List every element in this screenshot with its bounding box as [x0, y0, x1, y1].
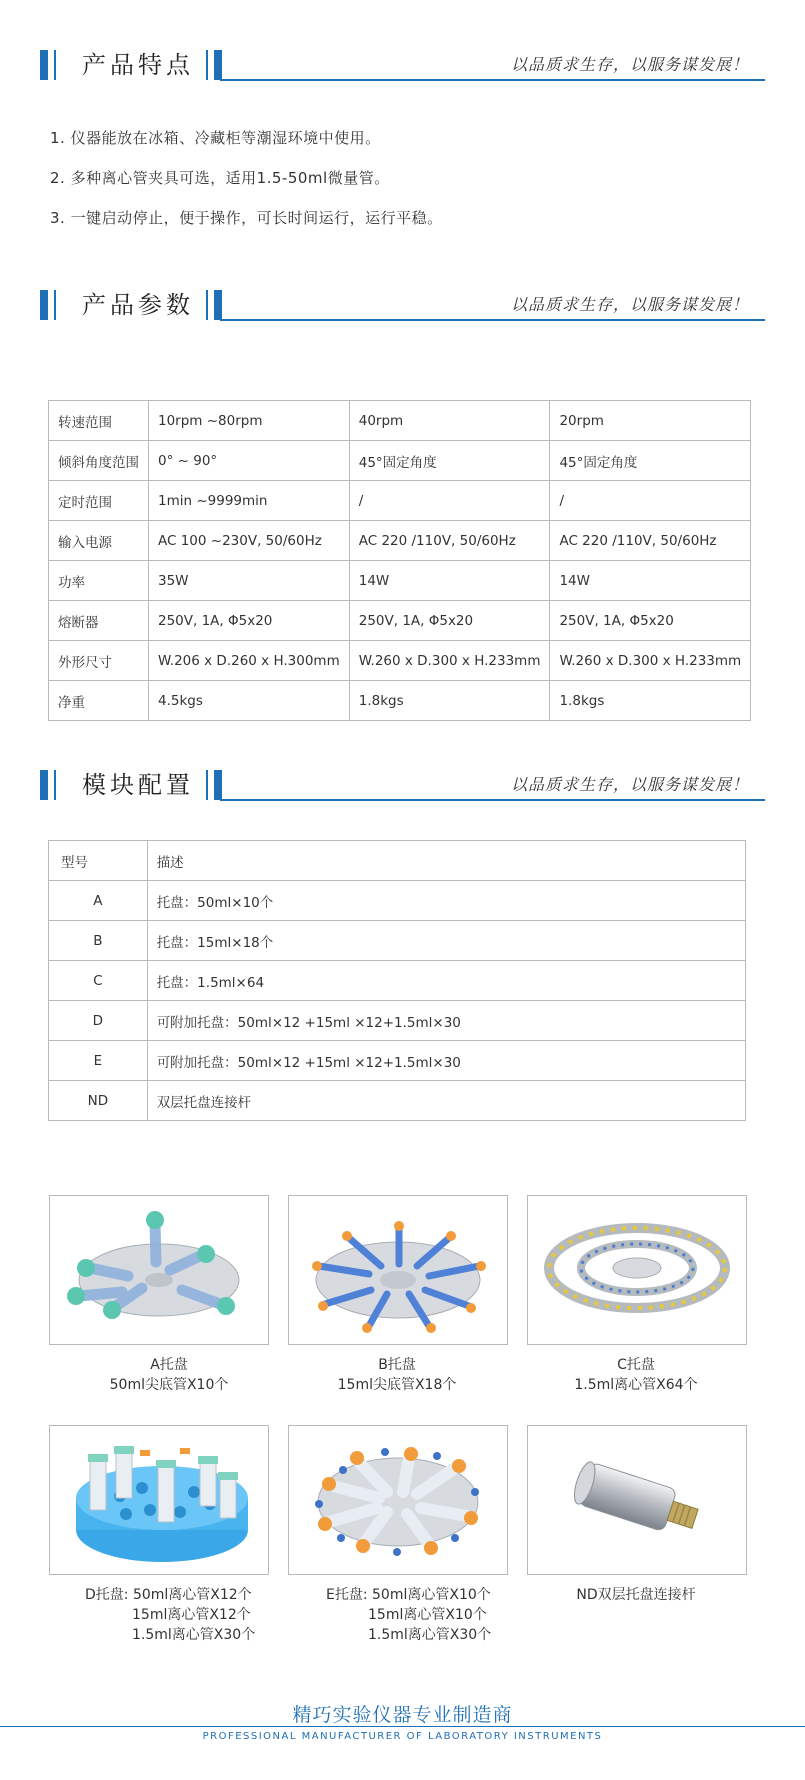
- table-row: [49, 481, 751, 521]
- section-slogan: 以品质求生存，以服务谋发展！: [510, 775, 749, 794]
- module-desc: 托盘：50ml×10个: [147, 881, 745, 921]
- module-desc: 托盘：1.5ml×64: [147, 961, 745, 1001]
- spec-label: 外形尺寸: [49, 641, 149, 681]
- caption-line: 15ml离心管X12个: [132, 1607, 251, 1623]
- spec-value: 4.5kgs: [149, 681, 350, 721]
- spec-label: 输入电源: [49, 521, 149, 561]
- table-row: [49, 681, 751, 721]
- module-table: [48, 840, 746, 1121]
- module-desc: 双层托盘连接杆: [147, 1081, 745, 1121]
- section-slogan: 以品质求生存，以服务谋发展！: [510, 295, 749, 314]
- tray-d-caption: [85, 1585, 255, 1645]
- title-bar-right-thin: [206, 290, 208, 320]
- module-code: B: [49, 921, 148, 961]
- title-bar-left: [40, 50, 48, 80]
- section-header-features: [40, 50, 765, 90]
- spec-value: 1.8kgs: [550, 681, 751, 721]
- spec-label: 熔断器: [49, 601, 149, 641]
- module-code: D: [49, 1001, 148, 1041]
- spec-value: 45°固定角度: [349, 441, 550, 481]
- section-header-modules: [40, 770, 765, 810]
- table-row: [49, 1041, 746, 1081]
- table-row: [49, 921, 746, 961]
- section-title: 产品特点: [82, 51, 194, 79]
- spec-value: AC 100 ~230V, 50/60Hz: [149, 521, 350, 561]
- caption-line: 50ml尖底管X10个: [109, 1377, 229, 1393]
- title-bar-left: [40, 290, 48, 320]
- table-row: [49, 441, 751, 481]
- tray-c-caption: [516, 1355, 756, 1395]
- title-bar-left-thin: [54, 770, 56, 800]
- title-bar-right: [214, 290, 222, 320]
- table-row: [49, 401, 751, 441]
- feature-list: [50, 118, 443, 238]
- spec-value: 250V, 1A, Φ5x20: [550, 601, 751, 641]
- spec-value: /: [550, 481, 751, 521]
- spec-value: W.260 x D.300 x H.233mm: [550, 641, 751, 681]
- tray-b-image: [288, 1195, 508, 1345]
- spec-label: 功率: [49, 561, 149, 601]
- caption-line: 15ml离心管X10个: [368, 1607, 487, 1623]
- caption-line: 1.5ml离心管X30个: [368, 1627, 492, 1643]
- feature-item: 1. 仪器能放在冰箱、冷藏柜等潮湿环境中使用。: [50, 129, 381, 147]
- table-row: [49, 601, 751, 641]
- spec-value: W.260 x D.300 x H.233mm: [349, 641, 550, 681]
- caption-line: C托盘: [617, 1357, 655, 1373]
- spec-value: 1.8kgs: [349, 681, 550, 721]
- module-code: C: [49, 961, 148, 1001]
- module-desc: 可附加托盘：50ml×12 +15ml ×12+1.5ml×30: [147, 1041, 745, 1081]
- spec-value: 45°固定角度: [550, 441, 751, 481]
- tray-d-image: [49, 1425, 269, 1575]
- spec-value: 250V, 1A, Φ5x20: [149, 601, 350, 641]
- section-underline: [220, 799, 765, 801]
- feature-item: 3. 一键启动停止，便于操作，可长时间运行，运行平稳。: [50, 209, 443, 227]
- spec-value: /: [349, 481, 550, 521]
- spec-value: 0° ~ 90°: [149, 441, 350, 481]
- title-bar-right: [214, 770, 222, 800]
- module-code: ND: [49, 1081, 148, 1121]
- module-desc: 可附加托盘：50ml×12 +15ml ×12+1.5ml×30: [147, 1001, 745, 1041]
- column-header: 描述: [147, 841, 745, 881]
- spec-label: 转速范围: [49, 401, 149, 441]
- section-underline: [220, 319, 765, 321]
- caption-line: A托盘: [150, 1357, 188, 1373]
- caption-line: E托盘: 50ml离心管X10个: [326, 1587, 491, 1603]
- title-bar-right-thin: [206, 50, 208, 80]
- table-row: [49, 561, 751, 601]
- caption-line: 1.5ml离心管X64个: [574, 1377, 698, 1393]
- tray-a-image: [49, 1195, 269, 1345]
- spec-value: 10rpm ~80rpm: [149, 401, 350, 441]
- caption-line: 1.5ml离心管X30个: [132, 1627, 256, 1643]
- spec-value: AC 220 /110V, 50/60Hz: [349, 521, 550, 561]
- tray-e-caption: [326, 1585, 491, 1645]
- spec-value: 14W: [550, 561, 751, 601]
- footer-slogan-en: PROFESSIONAL MANUFACTURER OF LABORATORY INSTRUMENTS: [202, 1731, 603, 1742]
- caption-line: 15ml尖底管X18个: [337, 1377, 457, 1393]
- spec-value: 1min ~9999min: [149, 481, 350, 521]
- table-row: [49, 881, 746, 921]
- table-row: [49, 1001, 746, 1041]
- spec-value: 250V, 1A, Φ5x20: [349, 601, 550, 641]
- module-code: A: [49, 881, 148, 921]
- caption-line: B托盘: [378, 1357, 416, 1373]
- tray-a-caption: [49, 1355, 289, 1395]
- spec-value: 20rpm: [550, 401, 751, 441]
- spec-label: 定时范围: [49, 481, 149, 521]
- spec-value: W.206 x D.260 x H.300mm: [149, 641, 350, 681]
- caption-line: D托盘: 50ml离心管X12个: [85, 1587, 252, 1603]
- spec-value: 40rpm: [349, 401, 550, 441]
- title-bar-right-thin: [206, 770, 208, 800]
- table-row: [49, 961, 746, 1001]
- footer-divider: [0, 1726, 805, 1727]
- section-title: 产品参数: [82, 291, 194, 319]
- module-desc: 托盘：15ml×18个: [147, 921, 745, 961]
- section-slogan: 以品质求生存，以服务谋发展！: [510, 55, 749, 74]
- connector-rod-image: [527, 1425, 747, 1575]
- table-header-row: [49, 841, 746, 881]
- caption-line: ND双层托盘连接杆: [576, 1587, 696, 1603]
- tray-b-caption: [277, 1355, 517, 1395]
- tray-e-image: [288, 1425, 508, 1575]
- spec-value: 35W: [149, 561, 350, 601]
- column-header: 型号: [49, 841, 148, 881]
- tray-c-image: [527, 1195, 747, 1345]
- spec-label: 净重: [49, 681, 149, 721]
- title-bar-right: [214, 50, 222, 80]
- table-row: [49, 641, 751, 681]
- spec-label: 倾斜角度范围: [49, 441, 149, 481]
- footer-slogan-cn: 精巧实验仪器专业制造商: [292, 1704, 513, 1726]
- title-bar-left: [40, 770, 48, 800]
- spec-table: [48, 400, 751, 721]
- connector-rod-caption: [516, 1585, 756, 1605]
- title-bar-left-thin: [54, 290, 56, 320]
- feature-item: 2. 多种离心管夹具可选，适用1.5-50ml微量管。: [50, 169, 390, 187]
- module-code: E: [49, 1041, 148, 1081]
- table-row: [49, 521, 751, 561]
- section-title: 模块配置: [82, 771, 194, 799]
- section-underline: [220, 79, 765, 81]
- section-header-params: [40, 290, 765, 330]
- spec-value: 14W: [349, 561, 550, 601]
- table-row: [49, 1081, 746, 1121]
- title-bar-left-thin: [54, 50, 56, 80]
- spec-value: AC 220 /110V, 50/60Hz: [550, 521, 751, 561]
